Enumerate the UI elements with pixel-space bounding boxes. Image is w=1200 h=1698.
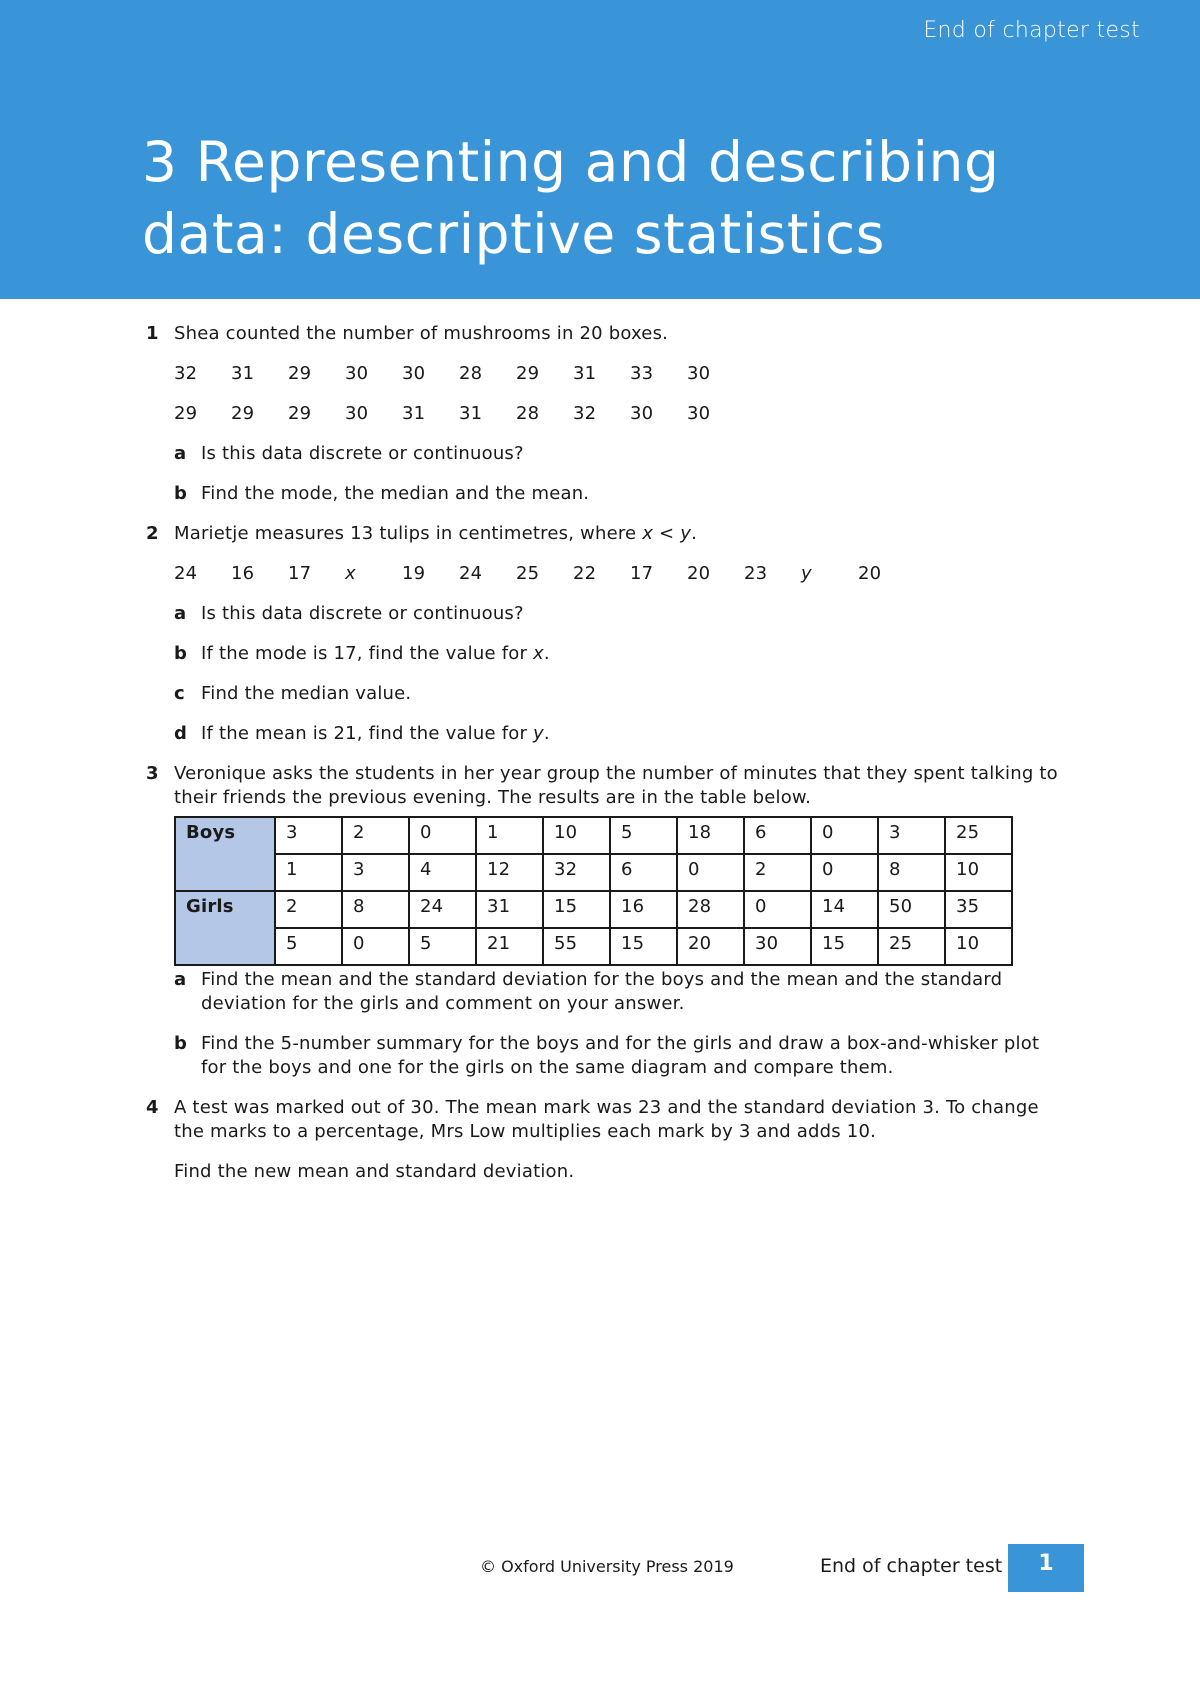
value: 29 — [516, 363, 540, 384]
value: 30 — [630, 403, 654, 424]
table-cell: 31 — [476, 891, 543, 928]
footer-label: End of chapter test — [820, 1555, 1003, 1577]
title-line-1: 3 Representing and describing — [142, 130, 1000, 194]
value: 23 — [744, 563, 768, 584]
table-row — [175, 854, 1012, 891]
table-cell: 50 — [878, 891, 945, 928]
value: 30 — [345, 403, 369, 424]
part-text: Find the median value. — [201, 683, 412, 704]
part-a — [174, 968, 1066, 1016]
table-cell: 8 — [878, 854, 945, 891]
value: 29 — [288, 363, 312, 384]
table-cell: 35 — [945, 891, 1012, 928]
table-cell: 10 — [945, 928, 1012, 965]
table-cell: 8 — [342, 891, 409, 928]
value: 30 — [687, 403, 711, 424]
table-cell: 0 — [811, 854, 878, 891]
table-cell: 25 — [945, 817, 1012, 854]
question-2 — [146, 522, 1066, 746]
question-number: 1 — [146, 323, 159, 344]
part-text: Find the 5-number summary for the boys and for the girls and draw a box-and-whisker plot for the boys and one for the girls on the same diagram and compare them. — [201, 1033, 1040, 1078]
question-instruction: Find the new mean and standard deviation. — [174, 1161, 575, 1182]
table-cell: 28 — [677, 891, 744, 928]
page-number: 1 — [1008, 1544, 1084, 1592]
header-label: End of chapter test — [923, 18, 1140, 43]
page-title — [142, 126, 1162, 270]
table-cell: 15 — [610, 928, 677, 965]
table-cell: 10 — [945, 854, 1012, 891]
part-label: b — [174, 643, 188, 664]
table-cell: 3 — [275, 817, 342, 854]
variable-y: y — [680, 523, 692, 544]
text: Marietje measures 13 tulips in centimetres, where — [174, 523, 643, 544]
table-cell: 0 — [811, 817, 878, 854]
table-cell: 15 — [543, 891, 610, 928]
part-label: a — [174, 969, 187, 990]
table-cell: 6 — [744, 817, 811, 854]
value: 32 — [573, 403, 597, 424]
value: 29 — [288, 403, 312, 424]
value: 20 — [858, 563, 882, 584]
question-number: 2 — [146, 523, 159, 544]
question-text: A test was marked out of 30. The mean mark was 23 and the standard deviation 3. To change the marks to a percentage, Mrs Low multiplies each mark by 3 and adds 10. — [174, 1097, 1039, 1142]
table-cell: 0 — [677, 854, 744, 891]
value: 31 — [402, 403, 426, 424]
question-4 — [146, 1096, 1066, 1184]
value: 22 — [573, 563, 597, 584]
part-label: b — [174, 1033, 188, 1054]
value: 30 — [345, 363, 369, 384]
part-text: Find the mode, the median and the mean. — [201, 483, 590, 504]
table-row — [175, 817, 1012, 854]
variable-x: x — [532, 643, 544, 664]
data-row-1 — [174, 362, 1066, 386]
part-c — [174, 682, 1066, 706]
part-b — [174, 482, 1066, 506]
table-cell: 24 — [409, 891, 476, 928]
question-text: Shea counted the number of mushrooms in 20 boxes. — [174, 323, 669, 344]
table-cell: 20 — [677, 928, 744, 965]
part-text: Find the mean and the standard deviation for the boys and the mean and the standard deviation for the girls and comment on your answer. — [201, 969, 1003, 1014]
table-cell: 10 — [543, 817, 610, 854]
value: 31 — [459, 403, 483, 424]
table-cell: 30 — [744, 928, 811, 965]
table-cell: 14 — [811, 891, 878, 928]
table-cell: 0 — [744, 891, 811, 928]
part-a — [174, 602, 1066, 626]
part-label: d — [174, 723, 188, 744]
text: . — [543, 723, 550, 744]
question-text: Veronique asks the students in her year group the number of minutes that they spent talking to their friends the previous evening. The results are in the table below. — [174, 763, 1058, 808]
value: 29 — [231, 403, 255, 424]
title-line-2: data: descriptive statistics — [142, 202, 886, 266]
part-label: c — [174, 683, 185, 704]
table-cell: 5 — [610, 817, 677, 854]
value: 20 — [687, 563, 711, 584]
part-b — [174, 642, 1066, 666]
variable-y: y — [532, 723, 544, 744]
value: 33 — [630, 363, 654, 384]
part-label: b — [174, 483, 188, 504]
minutes-table — [174, 816, 1013, 966]
table-cell: 25 — [878, 928, 945, 965]
question-number: 4 — [146, 1097, 159, 1118]
value: 32 — [174, 363, 198, 384]
header-banner — [0, 0, 1200, 299]
part-text: If the mean is 21, find the value for — [201, 723, 533, 744]
part-d — [174, 722, 1066, 746]
value: 24 — [174, 563, 198, 584]
table-cell: 12 — [476, 854, 543, 891]
table-cell: 1 — [275, 854, 342, 891]
part-label: a — [174, 443, 187, 464]
table-cell: 0 — [409, 817, 476, 854]
part-a — [174, 442, 1066, 466]
table-cell: 55 — [543, 928, 610, 965]
table-cell: 5 — [409, 928, 476, 965]
value: 30 — [402, 363, 426, 384]
question-1 — [146, 322, 1066, 506]
table-row — [175, 928, 1012, 965]
table-cell: 18 — [677, 817, 744, 854]
part-text: Is this data discrete or continuous? — [201, 443, 524, 464]
question-text — [174, 522, 1066, 546]
value: 24 — [459, 563, 483, 584]
table-cell: 3 — [878, 817, 945, 854]
table-cell: 2 — [744, 854, 811, 891]
part-b — [174, 1032, 1066, 1080]
boys-header: Boys — [175, 817, 275, 891]
table-row — [175, 891, 1012, 928]
table-cell: 0 — [342, 928, 409, 965]
value: 17 — [288, 563, 312, 584]
value: 19 — [402, 563, 426, 584]
data-row-2 — [174, 402, 1066, 426]
text: . — [543, 643, 550, 664]
question-number: 3 — [146, 763, 159, 784]
question-3 — [146, 762, 1066, 1080]
table-cell: 16 — [610, 891, 677, 928]
test-content — [146, 322, 1066, 1184]
text: < — [653, 523, 681, 544]
part-label: a — [174, 603, 187, 624]
variable-x: x — [642, 523, 654, 544]
value: 29 — [174, 403, 198, 424]
table-cell: 15 — [811, 928, 878, 965]
value: 28 — [459, 363, 483, 384]
table-cell: 3 — [342, 854, 409, 891]
value: 25 — [516, 563, 540, 584]
value: y — [801, 563, 812, 584]
table-cell: 32 — [543, 854, 610, 891]
table-cell: 21 — [476, 928, 543, 965]
data-row — [174, 562, 1066, 586]
table-cell: 2 — [342, 817, 409, 854]
value: 17 — [630, 563, 654, 584]
value: x — [345, 563, 356, 584]
table-cell: 4 — [409, 854, 476, 891]
copyright: © Oxford University Press 2019 — [480, 1557, 734, 1576]
table-cell: 5 — [275, 928, 342, 965]
girls-header: Girls — [175, 891, 275, 965]
text: . — [691, 523, 698, 544]
table-cell: 2 — [275, 891, 342, 928]
value: 31 — [573, 363, 597, 384]
table-cell: 1 — [476, 817, 543, 854]
value: 28 — [516, 403, 540, 424]
part-text: If the mode is 17, find the value for — [201, 643, 533, 664]
part-text: Is this data discrete or continuous? — [201, 603, 524, 624]
value: 30 — [687, 363, 711, 384]
table-cell: 6 — [610, 854, 677, 891]
value: 31 — [231, 363, 255, 384]
value: 16 — [231, 563, 255, 584]
